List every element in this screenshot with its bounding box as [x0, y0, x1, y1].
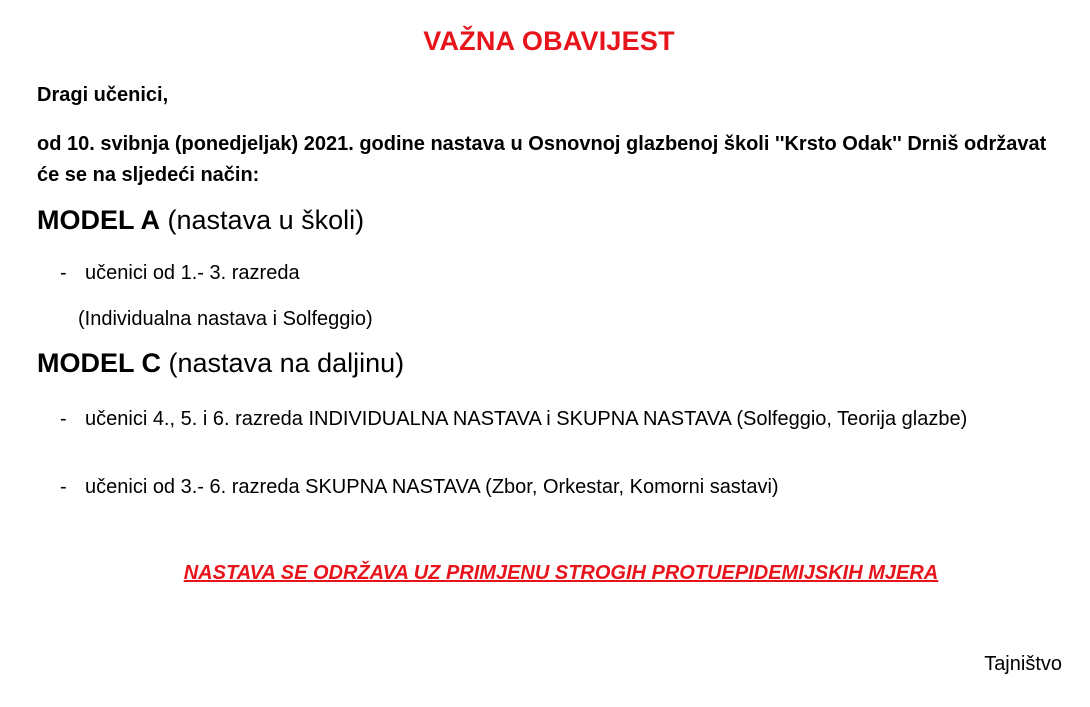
model-a-description: (nastava u školi)	[167, 205, 365, 235]
model-a-heading	[37, 205, 364, 236]
model-c-heading	[37, 348, 404, 379]
model-c-item-text: učenici od 3.- 6. razreda SKUPNA NASTAVA (Zbor, Orkestar, Komorni sastavi)	[85, 476, 779, 498]
model-c-label: MODEL C	[37, 348, 162, 378]
greeting: Dragi učenici,	[37, 84, 169, 106]
model-c-description: (nastava na daljinu)	[168, 348, 405, 378]
bullet-dash: -	[60, 262, 67, 284]
model-a-label: MODEL A	[37, 205, 161, 235]
bullet-dash: -	[60, 408, 67, 430]
model-c-item-text: učenici 4., 5. i 6. razreda INDIVIDUALNA NASTAVA i SKUPNA NASTAVA (Solfeggio, Teorija glazbe)	[85, 408, 968, 430]
signature: Tajništvo	[984, 653, 1062, 675]
intro-paragraph: od 10. svibnja (ponedjeljak) 2021. godine nastava u Osnovnoj glazbenoj školi ''Krsto Odak'' Drniš održavat će se na sljedeći način:	[37, 133, 1047, 186]
safety-notice: NASTAVA SE ODRŽAVA UZ PRIMJENU STROGIH PROTUEPIDEMIJSKIH MJERA	[183, 562, 939, 584]
notice-title: VAŽNA OBAVIJEST	[423, 26, 675, 56]
model-a-item-text: učenici od 1.- 3. razreda	[85, 262, 300, 284]
model-a-sub-note: (Individualna nastava i Solfeggio)	[78, 308, 373, 330]
bullet-dash: -	[60, 476, 67, 498]
